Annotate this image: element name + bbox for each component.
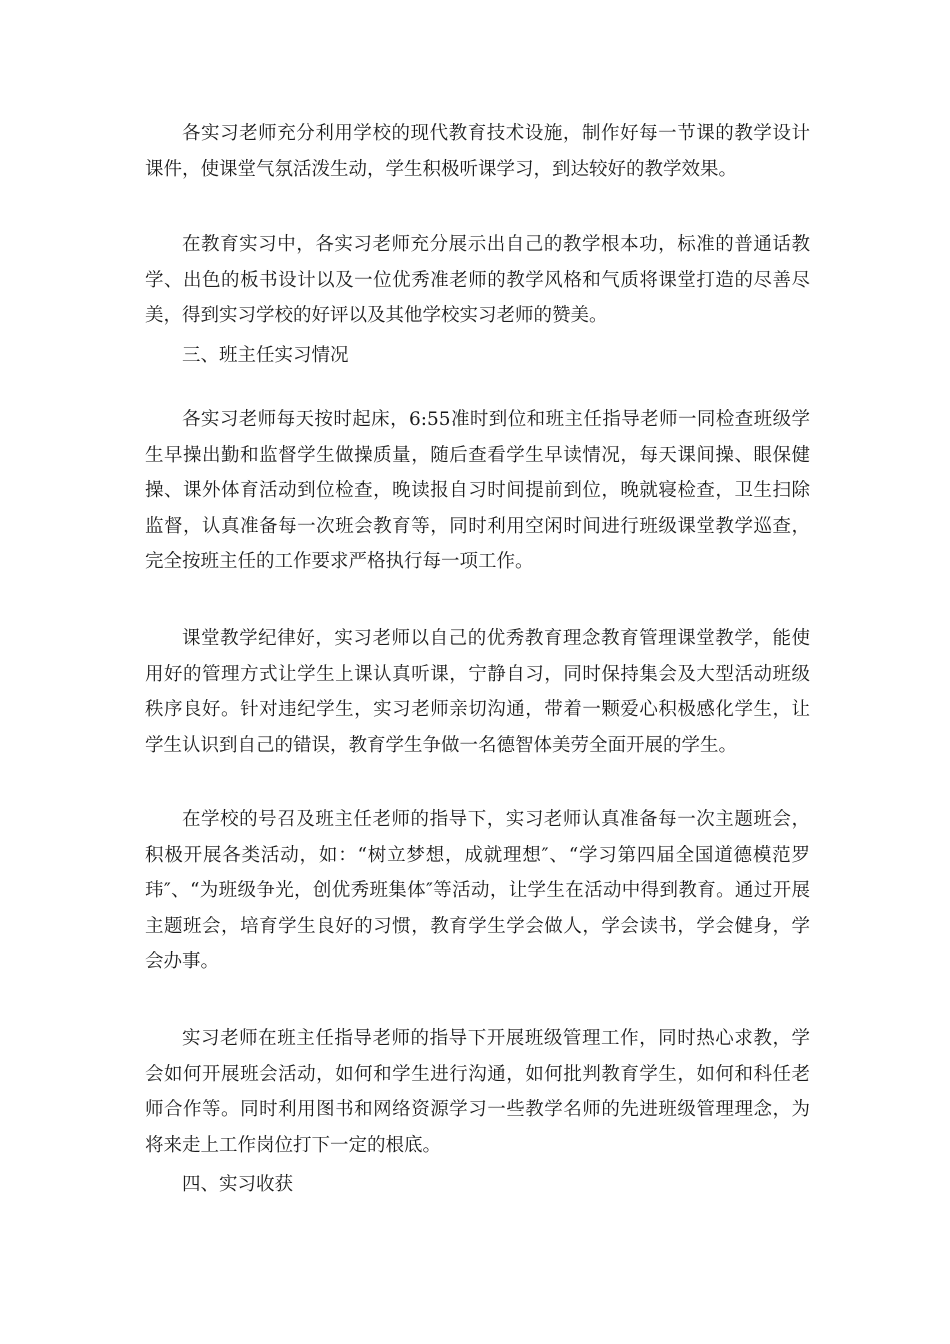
paragraph-teaching-skills: 在教育实习中，各实习老师充分展示出自己的教学根本功，标准的普通话教学、出色的板书设计以及一位优秀准老师的教学风格和气质将课堂打造的尽善尽美，得到实习学校的好评以及其他学校实习老师的赞美。: [145, 234, 810, 326]
paragraph-classroom-discipline: 课堂教学纪律好，实习老师以自己的优秀教育理念教育管理课堂教学，能使用好的管理方式让学生上课认真听课，宁静自习，同时保持集会及大型活动班级秩序良好。针对违纪学生，实习老师亲切沟通，带着一颗爱心积极感化学生，让学生认识到自己的错误，教育学生争做一名德智体美劳全面开展的学生。: [145, 628, 810, 756]
section-heading-internship-gains: 四、实习收获: [182, 1174, 294, 1195]
section-heading-class-teacher-internship: 三、班主任实习情况: [182, 345, 349, 366]
paragraph-teaching-facilities: 各实习老师充分利用学校的现代教育技术设施，制作好每一节课的教学设计课件，使课堂气氛活泼生动，学生积极听课学习，到达较好的教学效果。: [145, 123, 810, 180]
paragraph-daily-routine: 各实习老师每天按时起床，6:55准时到位和班主任指导老师一同检查班级学生早操出勤和监督学生做操质量，随后查看学生早读情况，每天课间操、眼保健操、课外体育活动到位检查，晚读报自习时间提前到位，晚就寝检查，卫生扫除监督，认真准备每一次班会教育等，同时利用空闲时间进行班级课堂教学巡查，完全按班主任的工作要求严格执行每一项工作。: [145, 409, 810, 572]
paragraph-class-management: 实习老师在班主任指导老师的指导下开展班级管理工作，同时热心求教，学会如何开展班会活动，如何和学生进行沟通，如何批判教育学生，如何和科任老师合作等。同时利用图书和网络资源学习一些教学名师的先进班级管理理念，为将来走上工作岗位打下一定的根底。: [145, 1028, 810, 1156]
paragraph-theme-class-meetings: 在学校的号召及班主任老师的指导下，实习老师认真准备每一次主题班会，积极开展各类活动，如：“树立梦想，成就理想″、“学习第四届全国道德模范罗玮″、“为班级争光，创优秀班集体″等活动，让学生在活动中得到教育。通过开展主题班会，培育学生良好的习惯，教育学生学会做人，学会读书，学会健身，学会办事。: [145, 809, 810, 972]
